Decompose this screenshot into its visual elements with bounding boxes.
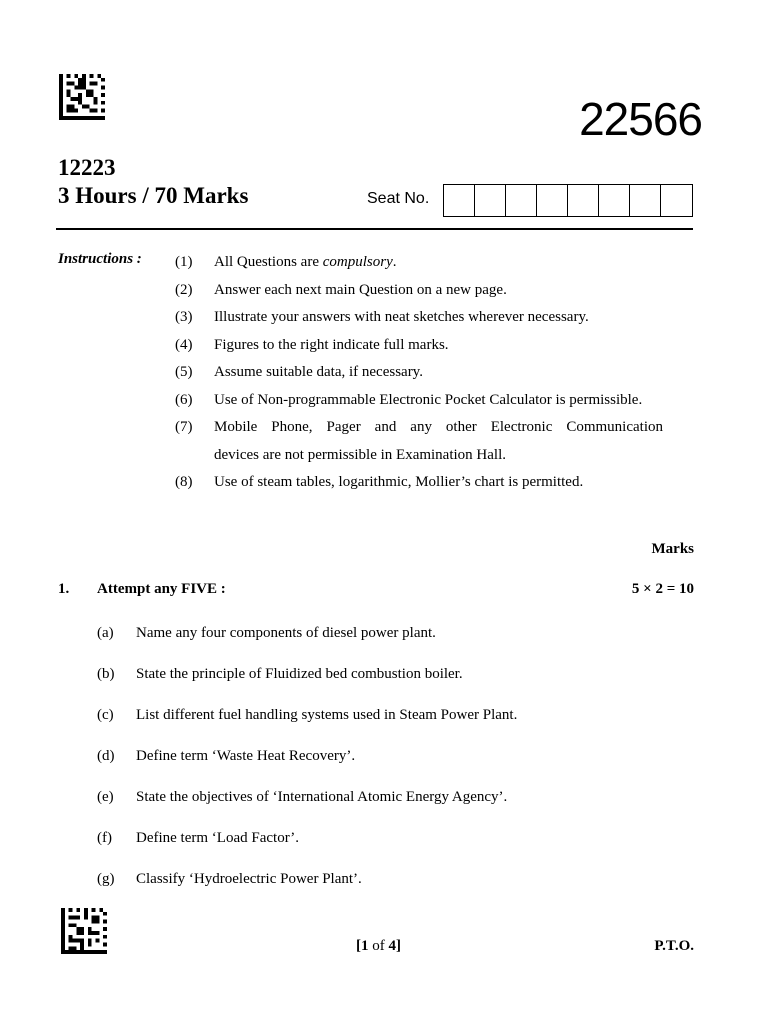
seat-digit-box[interactable] [568, 185, 599, 216]
instruction-number: (1) [175, 254, 193, 270]
datamatrix-code-bottom [60, 908, 108, 954]
instruction-number: (3) [175, 309, 193, 325]
instruction-item [175, 249, 690, 277]
instruction-number: (6) [175, 391, 193, 408]
part-text: Classify ‘Hydroelectric Power Plant’. [136, 871, 362, 887]
instruction-text: Figures to the right indicate full marks. [214, 336, 449, 353]
question-part [97, 784, 697, 825]
question-part [97, 620, 697, 661]
seat-digit-box[interactable] [599, 185, 630, 216]
seat-digit-box[interactable] [444, 185, 475, 216]
instruction-text: Use of Non-programmable Electronic Pocket Calculator is permissible. [214, 391, 643, 408]
instruction-number: (2) [175, 281, 193, 298]
instructions-list [175, 249, 690, 497]
seat-number-boxes[interactable] [443, 184, 693, 217]
datamatrix-code-top [58, 74, 106, 120]
instruction-item [175, 359, 690, 387]
part-letter: (g) [97, 871, 115, 887]
part-letter: (a) [97, 625, 114, 641]
question-number: 1. [58, 581, 70, 597]
part-text: Define term ‘Load Factor’. [136, 830, 299, 846]
question-marks: 5 × 2 = 10 [631, 581, 694, 597]
instruction-text: Answer each next main Question on a new page. [214, 281, 507, 298]
instruction-text: Assume suitable data, if necessary. [214, 364, 423, 380]
exam-code: 12223 [58, 155, 116, 180]
part-text: State the principle of Fluidized bed combustion boiler. [136, 666, 463, 682]
part-text: Define term ‘Waste Heat Recovery’. [136, 748, 356, 764]
duration-marks: 3 Hours / 70 Marks [58, 183, 249, 208]
question-parts [97, 620, 697, 907]
seat-digit-box[interactable] [506, 185, 537, 216]
page-number: [1 of 4] [356, 938, 401, 954]
part-letter: (e) [97, 789, 114, 805]
seat-digit-box[interactable] [630, 185, 661, 216]
part-letter: (c) [97, 707, 114, 723]
instruction-item [175, 332, 690, 360]
question-part [97, 743, 697, 784]
instruction-text: Illustrate your answers with neat sketches wherever necessary. [214, 309, 589, 325]
please-turn-over: P.T.O. [654, 938, 694, 954]
instruction-line: devices are not permissible in Examination Hall. [214, 446, 507, 463]
question-part [97, 825, 697, 866]
instruction-item [175, 277, 690, 305]
seat-number-label: Seat No. [367, 190, 430, 207]
seat-digit-box[interactable] [475, 185, 506, 216]
paper-code: 22566 [579, 93, 702, 145]
header-divider [56, 228, 693, 230]
emphasis-text: compulsory [322, 254, 393, 270]
instruction-text: Use of steam tables, logarithmic, Mollier’s chart is permitted. [214, 474, 584, 490]
instruction-item [175, 414, 690, 469]
instruction-item [175, 304, 690, 332]
instruction-number: (4) [175, 336, 193, 353]
marks-column-header: Marks [651, 541, 694, 557]
question-part [97, 866, 697, 907]
part-letter: (b) [97, 666, 115, 682]
part-text: State the objectives of ‘International Atomic Energy Agency’. [136, 789, 508, 805]
seat-digit-box[interactable] [661, 185, 692, 216]
part-text: List different fuel handling systems used in Steam Power Plant. [136, 707, 518, 723]
question-part [97, 702, 697, 743]
instructions-title: Instructions : [58, 251, 142, 267]
instruction-number: (5) [175, 364, 193, 380]
part-text: Name any four components of diesel power plant. [136, 625, 436, 641]
instruction-item [175, 387, 690, 415]
instruction-item [175, 469, 690, 497]
instruction-number: (8) [175, 474, 193, 490]
question-part [97, 661, 697, 702]
question-title: Attempt any FIVE : [97, 581, 226, 597]
instruction-line: Mobile Phone, Pager and any other Electronic Communication [214, 419, 663, 435]
instruction-text [214, 414, 690, 469]
instruction-text: All Questions are compulsory. [214, 254, 397, 270]
seat-digit-box[interactable] [537, 185, 568, 216]
part-letter: (d) [97, 748, 115, 764]
instruction-number: (7) [175, 419, 193, 435]
part-letter: (f) [97, 830, 112, 846]
